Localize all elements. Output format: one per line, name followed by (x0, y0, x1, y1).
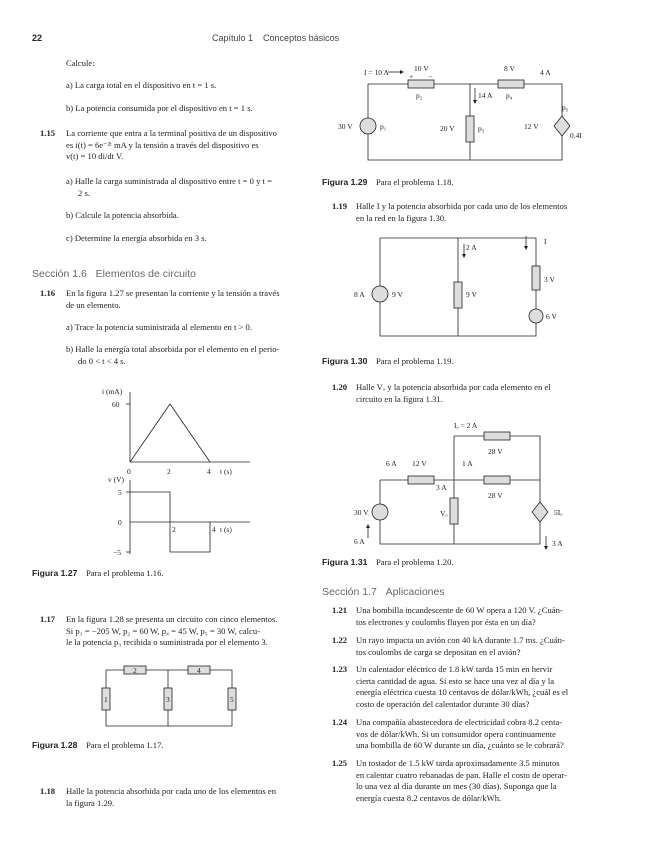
caption-text: Para el problema 1.17. (85, 740, 164, 750)
v-t-label: t (s) (220, 525, 232, 534)
dependent-source-p5 (554, 116, 570, 136)
figure-1-28 (98, 662, 242, 732)
source-30V (372, 504, 388, 520)
text-line: Un calentador eléctrico de 1.8 kW tarda 15 min en hervir (356, 664, 553, 674)
element-9V (454, 282, 462, 308)
element-3V (532, 266, 540, 290)
caption-text: Para el problema 1.19. (375, 356, 454, 366)
label-I-10A: I = 10 A (364, 68, 389, 77)
arrow-head (400, 70, 404, 74)
text-line: costo de operación del calentador durante 30 días? (356, 698, 530, 709)
figure-1-30 (350, 232, 570, 344)
v-zero-label: 0 (118, 518, 122, 527)
section-1-6-heading (32, 268, 196, 280)
arrow-head (544, 546, 548, 550)
element-3-label: 3 (166, 695, 170, 704)
i-t-label: t (s) (220, 467, 232, 476)
problem-1-15-c: c) Determine la energía absorbida en 3 s. (66, 233, 207, 243)
calc-intro: Calcule: (66, 58, 95, 68)
text-line: tos electrones y coulombs fluyen por ésta en un día? (356, 616, 536, 627)
element-5-label: 5 (230, 695, 234, 704)
label-5Io: 5Iₒ (554, 508, 563, 517)
bottom-loop (380, 480, 540, 544)
text-line: le la potencia p₃ recibida o suministrada por el elemento 3. (66, 637, 268, 647)
current-source-8A (372, 286, 388, 302)
label-I: I (544, 237, 547, 246)
element-1-label: 1 (104, 695, 108, 704)
v-neg-label: −5 (113, 548, 121, 557)
text-line: una bombilla de 60 W durante un día, ¿cuánto se le cobrará? (356, 740, 564, 750)
minus-sign: − (428, 72, 433, 81)
caption-text: Para el problema 1.20. (375, 557, 454, 567)
text-line: a) Halle la carga suministrada al dispositivo entre t = 0 y t = (66, 176, 272, 186)
section-label: Sección 1.6 (32, 268, 87, 280)
i-axis-label: i (mA) (102, 387, 123, 396)
text-line: en la red en la figura 1.30. (356, 212, 447, 223)
problem-1-17-text (66, 614, 277, 649)
label-6A: 6 A (386, 459, 397, 468)
problem-1-22-number: 1.22 (332, 635, 348, 645)
label-12V: 12 V (524, 122, 539, 131)
text-line: energía cuesta 8.2 centavos de dólar/kWh. (356, 792, 502, 803)
figure-1-28-caption (32, 740, 164, 750)
calc-a: a) La carga total en el dispositivo en t = 1 s. (66, 80, 217, 90)
label-14A: 14 A (478, 91, 493, 100)
text-line: Una compañía abastecedora de electricidad cobra 8.2 centa- (356, 717, 563, 727)
label-3A: 3 A (436, 483, 447, 492)
label-9V-element: 9 V (466, 290, 477, 299)
section-1-7-heading (322, 586, 445, 598)
figure-1-27-caption (32, 568, 164, 578)
text-line: En la figura 1.28 se presenta un circuito con cinco elementos. (66, 614, 278, 624)
i-x0-label: 0 (127, 467, 131, 476)
label-3A-bottom: 3 A (552, 539, 563, 548)
label-0.4I: 0.4I (570, 131, 582, 140)
text-line: Si p₁ = −205 W, p₂ = 60 W, p₄ = 45 W, p₅ = 30 W, calcu- (66, 625, 261, 636)
text-line: do 0 < t < 4 s. (78, 355, 126, 366)
figure-1-30-caption (322, 356, 454, 366)
v-axis-label: v (V) (108, 475, 125, 484)
problem-1-25-number: 1.25 (332, 758, 348, 768)
figure-1-31 (350, 416, 580, 552)
i-x4-label: 4 (207, 467, 211, 476)
label-28V-top: 28 V (488, 447, 503, 456)
caption-text: Para el problema 1.18. (375, 177, 454, 187)
page-number: 22 (32, 33, 43, 43)
element-Vo (450, 498, 458, 524)
label-28V-mid: 28 V (488, 491, 503, 500)
problem-1-24-number: 1.24 (332, 717, 348, 727)
element-2-label: 2 (133, 666, 137, 675)
problem-1-18-text (66, 786, 276, 809)
running-header (212, 33, 339, 43)
element-p2 (408, 80, 434, 88)
problem-1-19-text (356, 201, 567, 224)
section-label: Sección 1.7 (322, 586, 377, 598)
problem-1-16-text (66, 288, 280, 311)
chapter-title: Conceptos básicos (263, 33, 340, 43)
problem-1-18-number: 1.18 (40, 786, 56, 796)
figure-1-31-caption (322, 557, 454, 567)
problem-1-23-text (356, 664, 568, 710)
v-x2-label: 2 (172, 525, 176, 534)
label-p2: p₂ (416, 91, 423, 100)
problem-1-25-text (356, 758, 567, 804)
v-pos-label: 5 (118, 488, 122, 497)
element-12V (408, 476, 434, 484)
label-30V: 30 V (354, 508, 369, 517)
problem-1-20-text (356, 382, 600, 405)
figure-1-27 (100, 382, 260, 562)
text-line: Un rayo impacta un avión con 40 kA durante 1.7 ms. ¿Cuán- (356, 635, 565, 645)
text-line: es i(t) = 6e⁻²ᵗ mA y la tensión a través del dispositivo es (66, 139, 259, 150)
element-p4 (498, 80, 524, 88)
source-6V (529, 309, 543, 323)
label-6V: 6 V (546, 312, 557, 321)
element-28V-top (484, 432, 510, 440)
element-4-label: 4 (197, 666, 201, 675)
caption-text: Para el problema 1.16. (85, 568, 164, 578)
text-line: Un tostador de 1.5 kW tarda aproximadamente 3.5 minutos (356, 758, 560, 768)
section-title: Aplicaciones (385, 586, 445, 598)
figure-1-29 (330, 60, 596, 170)
label-p1: p₁ (380, 122, 387, 131)
problem-1-16-a: a) Trace la potencia suministrada al elemento en t > 0. (66, 322, 252, 332)
problem-1-16-number: 1.16 (40, 288, 56, 298)
label-8V: 8 V (504, 64, 515, 73)
label-p5: p₅ (562, 103, 569, 112)
i-peak-label: 60 (112, 400, 120, 409)
problem-1-16-b (66, 344, 279, 367)
arrow-head (524, 246, 528, 250)
text-line: lo una vez al día durante un mes (30 días). Suponga que la (356, 781, 557, 791)
problem-1-21-text (356, 605, 563, 628)
caption-number: Figura 1.27 (32, 568, 78, 578)
label-30V: 30 V (338, 122, 353, 131)
problem-1-21-number: 1.21 (332, 605, 348, 615)
v-x4-label: 4 (212, 525, 216, 534)
problem-1-15-a (66, 176, 272, 199)
problem-1-19-number: 1.19 (332, 201, 348, 211)
chapter-label: Capítulo 1 (212, 33, 254, 43)
text-line: en calentar cuatro rebanadas de pan. Halle el costo de operar- (356, 769, 567, 780)
text-line: La corriente que entra a la terminal positiva de un dispositivo (66, 128, 277, 138)
label-9V-source: 9 V (392, 290, 403, 299)
caption-number: Figura 1.28 (32, 740, 78, 750)
label-1A: 1 A (462, 459, 473, 468)
text-line: Halle Vₒ y la potencia absorbida por cada elemento en el (356, 382, 551, 392)
text-line: la figura 1.29. (66, 797, 115, 808)
source-p1 (360, 118, 376, 134)
calc-b: b) La potencia consumida por el dispositivo en t = 1 s. (66, 103, 253, 113)
text-line: circuito en la figura 1.31. (356, 393, 443, 404)
text-line: Halle la potencia absorbida por cada uno de los elementos en (66, 786, 276, 796)
problem-1-22-text (356, 635, 565, 658)
caption-number: Figura 1.29 (322, 177, 368, 187)
i-x2-label: 2 (167, 467, 171, 476)
label-p3: p₃ (478, 124, 485, 133)
text-line: cierta cantidad de agua. Si esto se hace una vez al día y la (356, 675, 555, 686)
label-12V: 12 V (412, 459, 427, 468)
problem-1-15-number: 1.15 (40, 128, 56, 138)
label-Vo: Vₒ (440, 509, 448, 518)
caption-number: Figura 1.30 (322, 356, 368, 366)
text-line: tos coulombs de carga se depositan en el avión? (356, 646, 521, 657)
label-4A: 4 A (540, 68, 551, 77)
problem-1-15-text (66, 128, 312, 163)
label-3V: 3 V (544, 275, 555, 284)
caption-number: Figura 1.31 (322, 557, 368, 567)
problem-1-24-text (356, 717, 564, 752)
problem-1-17-number: 1.17 (40, 614, 56, 624)
plus-sign: + (409, 72, 414, 81)
arrow-head (366, 524, 370, 528)
label-Io: Iₒ = 2 A (454, 421, 478, 430)
text-line: b) Halle la energía total absorbida por el elemento en el perio- (66, 344, 280, 354)
text-line: En la figura 1.27 se presentan la corriente y la tensión a través (66, 288, 280, 298)
text-line: 2 s. (78, 187, 90, 198)
label-2A: 2 A (466, 243, 477, 252)
figure-1-29-caption (322, 177, 454, 187)
arrow-head (462, 254, 466, 258)
dependent-source-5Io (532, 502, 548, 522)
i-waveform (130, 404, 210, 462)
label-p4: p₄ (506, 91, 513, 100)
text-line: de un elemento. (66, 299, 121, 310)
text-line: Halle I y la potencia absorbida por cada uno de los elementos (356, 201, 568, 211)
problem-1-15-b: b) Calcule la potencia absorbida. (66, 210, 179, 220)
element-28V-mid (484, 476, 510, 484)
section-title: Elementos de circuito (95, 268, 197, 280)
label-10V: 10 V (414, 64, 429, 73)
text-line: v(t) = 10 di/dt V. (66, 151, 124, 161)
text-line: energía eléctrica cuesta 10 centavos de dólar/kWh, ¿cuál es el (356, 687, 569, 697)
label-6A-bottom: 6 A (354, 537, 365, 546)
label-8A: 8 A (354, 290, 365, 299)
problem-1-23-number: 1.23 (332, 664, 348, 674)
label-20V: 20 V (440, 124, 455, 133)
text-line: Una bombilla incandescente de 60 W opera a 120 V. ¿Cuán- (356, 605, 563, 615)
arrow-head (473, 100, 477, 104)
element-p3 (466, 116, 474, 142)
text-line: vos de dólar/kWh. Si un consumidor opera continuamente (356, 728, 556, 739)
problem-1-20-number: 1.20 (332, 382, 348, 392)
